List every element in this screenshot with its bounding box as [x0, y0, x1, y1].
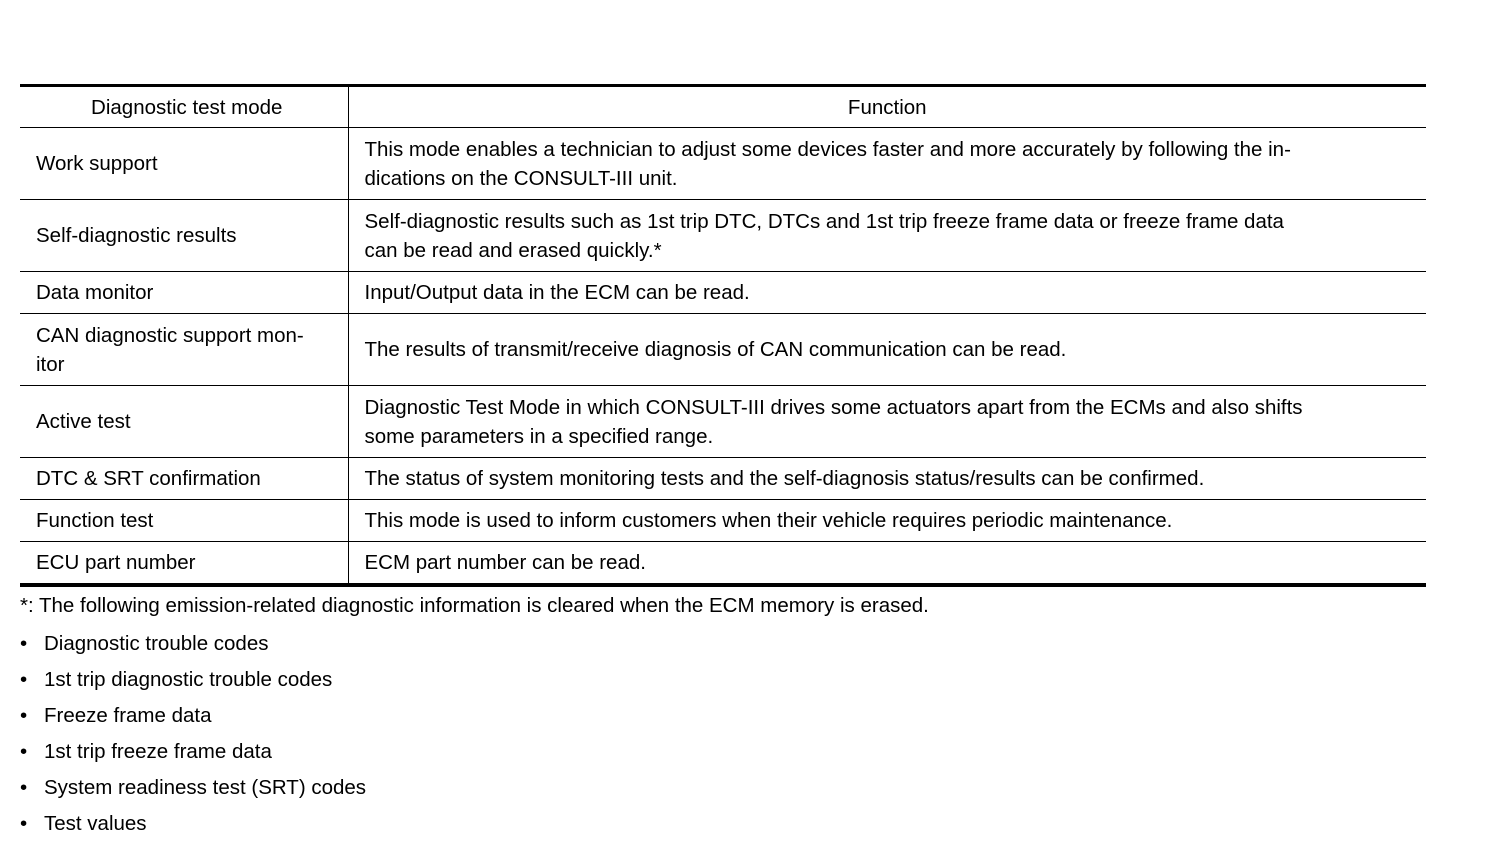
- table-row: [20, 500, 1426, 542]
- list-item: [20, 700, 366, 736]
- function-line: can be read and erased quickly.*: [364, 238, 662, 262]
- bullet-icon: •: [20, 740, 28, 763]
- bullet-icon: •: [20, 704, 28, 727]
- function-line: This mode is used to inform customers when their vehicle requires periodic maintenance.: [364, 509, 1173, 532]
- list-item-text: 1st trip diagnostic trouble codes: [44, 668, 333, 691]
- list-item-text: Test values: [44, 812, 147, 835]
- footnote: *: The following emission-related diagnostic information is cleared when the ECM memory is erased.: [20, 594, 929, 617]
- document-page: [20, 84, 1426, 587]
- function-cell: [348, 500, 1426, 542]
- function-line: some parameters in a specified range.: [364, 424, 714, 448]
- bullet-icon: •: [20, 812, 28, 835]
- bullet-icon: •: [20, 632, 28, 655]
- list-item-text: Freeze frame data: [44, 704, 212, 727]
- mode-cell: Work support: [20, 128, 348, 200]
- mode-cell: Data monitor: [20, 272, 348, 314]
- header-function: Function: [348, 86, 1426, 128]
- table-row: [20, 272, 1426, 314]
- mode-line: itor: [36, 352, 65, 376]
- mode-line: CAN diagnostic support mon-: [36, 323, 304, 347]
- function-line: dications on the CONSULT-III unit.: [364, 166, 678, 190]
- function-line: ECM part number can be read.: [364, 551, 646, 574]
- function-line: This mode enables a technician to adjust some devices faster and more accurately by following the in-: [364, 137, 1291, 161]
- diagnostic-modes-table: [20, 84, 1426, 587]
- table-header-row: [20, 86, 1426, 128]
- mode-cell: [20, 314, 348, 386]
- list-item-text: System readiness test (SRT) codes: [44, 776, 367, 799]
- table-row: [20, 458, 1426, 500]
- table-row: [20, 200, 1426, 272]
- function-line: Diagnostic Test Mode in which CONSULT-III drives some actuators apart from the ECMs and also shifts: [364, 395, 1303, 419]
- function-cell: [348, 314, 1426, 386]
- mode-cell: DTC & SRT confirmation: [20, 458, 348, 500]
- function-line: The results of transmit/receive diagnosis of CAN communication can be read.: [364, 338, 1067, 361]
- function-cell: [348, 386, 1426, 458]
- function-line: Self-diagnostic results such as 1st trip DTC, DTCs and 1st trip freeze frame data or freeze frame data: [364, 209, 1284, 233]
- function-cell: [348, 272, 1426, 314]
- list-item: [20, 808, 366, 844]
- list-item-text: Diagnostic trouble codes: [44, 632, 269, 655]
- mode-cell: Active test: [20, 386, 348, 458]
- table-row: [20, 128, 1426, 200]
- function-cell: [348, 128, 1426, 200]
- list-item-text: 1st trip freeze frame data: [44, 740, 272, 763]
- mode-cell: Function test: [20, 500, 348, 542]
- table-row: [20, 314, 1426, 386]
- function-cell: [348, 200, 1426, 272]
- bullet-icon: •: [20, 668, 28, 691]
- mode-cell: Self-diagnostic results: [20, 200, 348, 272]
- mode-cell: ECU part number: [20, 542, 348, 586]
- list-item: [20, 628, 366, 664]
- header-diagnostic-test-mode: Diagnostic test mode: [20, 86, 348, 128]
- function-line: The status of system monitoring tests and the self-diagnosis status/results can be confirmed.: [364, 467, 1205, 490]
- function-cell: [348, 542, 1426, 586]
- list-item: [20, 772, 366, 808]
- function-cell: [348, 458, 1426, 500]
- bullet-icon: •: [20, 776, 28, 799]
- table-row: [20, 386, 1426, 458]
- function-line: Input/Output data in the ECM can be read.: [364, 281, 750, 304]
- list-item: [20, 736, 366, 772]
- list-item: [20, 664, 366, 700]
- table-row: [20, 542, 1426, 586]
- cleared-info-list: [20, 628, 366, 844]
